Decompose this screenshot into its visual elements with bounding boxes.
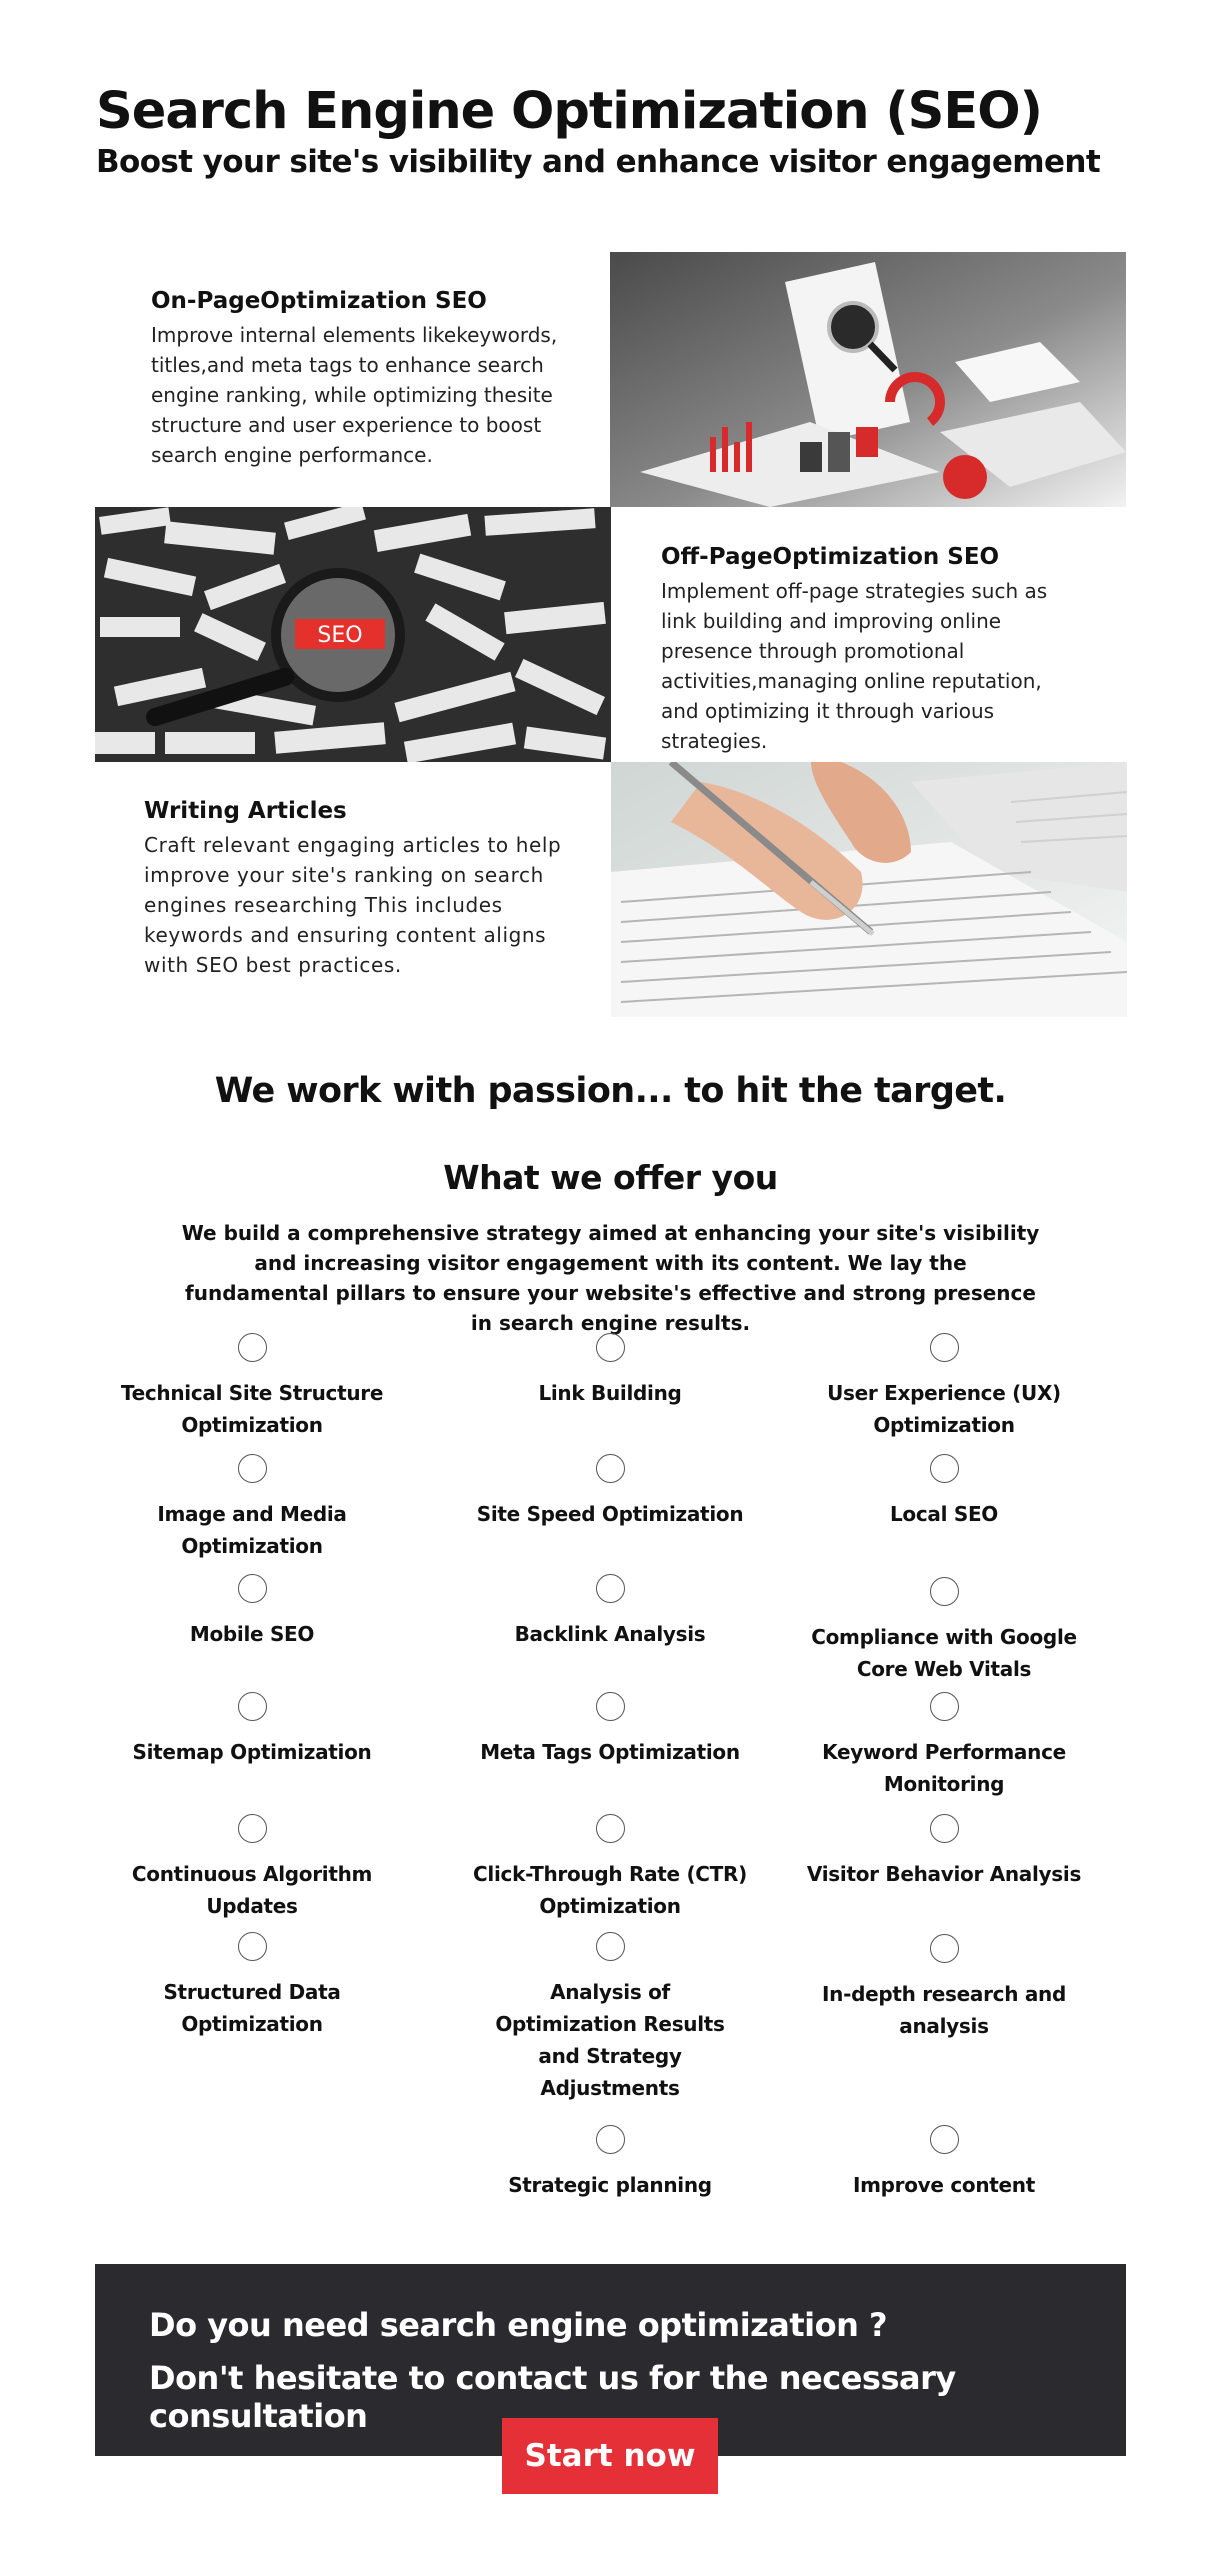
service-item: User Experience (UX) Optimization [784,1333,1104,1441]
feature-title: Writing Articles [144,798,347,824]
cta-message: Don't hesitate to contact us for the necessary consultation [149,2359,956,2435]
page-subtitle: Boost your site's visibility and enhance visitor engagement [96,144,1101,180]
service-item: Backlink Analysis [450,1574,770,1650]
circle-icon [238,1814,267,1843]
service-item: Keyword Performance Monitoring [784,1692,1104,1800]
circle-icon [596,1574,625,1603]
feature-description: Craft relevant engaging articles to help improve your site's ranking on search engines researching This includes keywords and ensuring content aligns with SEO best practices. [144,833,562,977]
circle-icon [930,1577,959,1606]
service-item: Visitor Behavior Analysis [784,1814,1104,1890]
circle-icon [238,1692,267,1721]
circle-icon [596,1454,625,1483]
service-item: Technical Site Structure Optimization [92,1333,412,1441]
service-item: Strategic planning [450,2125,770,2201]
circle-icon [596,1333,625,1362]
circle-icon [930,2125,959,2154]
seo-magnifying-glass-words-image [95,507,611,762]
circle-icon [596,1814,625,1843]
seo-analytics-cards-image [610,252,1126,507]
circle-icon [596,1932,625,1961]
tagline: We work with passion... to hit the target. [214,1071,1007,1111]
service-item: Site Speed Optimization [450,1454,770,1530]
circle-icon [930,1692,959,1721]
offer-intro: We build a comprehensive strategy aimed at enhancing your site's visibility and increasing visitor engagement with its content. We lay the fundamental pillars to ensure your website's effective and strong presence in search engine results. [181,1221,1040,1335]
circle-icon [238,1333,267,1362]
service-item: Analysis of Optimization Results and Strategy Adjustments [450,1932,770,2104]
circle-icon [930,1934,959,1963]
feature-description: Improve internal elements likekeywords, titles,and meta tags to enhance search engine ranking, while optimizing thesite structure and user experience to boost search engine performance. [151,323,558,467]
circle-icon [238,1454,267,1483]
service-item: Image and Media Optimization [92,1454,412,1562]
feature-title: Off-PageOptimization SEO [661,544,1000,570]
page-title: Search Engine Optimization (SEO) [96,82,1042,141]
start-now-button[interactable]: Start now [502,2418,718,2494]
service-item: Link Building [450,1333,770,1409]
circle-icon [930,1333,959,1362]
feature-offpage [661,544,1081,756]
service-item: Meta Tags Optimization [450,1692,770,1768]
seo-label: SEO [317,623,363,648]
service-item: Structured Data Optimization [92,1932,412,2040]
offer-title: What we offer you [443,1158,778,1197]
service-item: Sitemap Optimization [92,1692,412,1768]
feature-onpage [151,288,571,470]
service-item: Compliance with Google Core Web Vitals [784,1577,1104,1685]
service-item: Local SEO [784,1454,1104,1530]
circle-icon [238,1574,267,1603]
service-item: Click-Through Rate (CTR) Optimization [450,1814,770,1922]
service-item: In-depth research and analysis [784,1934,1104,2042]
feature-writing [144,798,564,980]
circle-icon [238,1932,267,1961]
hand-writing-with-pen-image [611,762,1127,1017]
service-item: Improve content [784,2125,1104,2201]
service-item: Continuous Algorithm Updates [92,1814,412,1922]
service-item: Mobile SEO [92,1574,412,1650]
feature-title: On-PageOptimization SEO [151,288,487,314]
cta-question: Do you need search engine optimization ? [149,2306,888,2344]
circle-icon [930,1454,959,1483]
circle-icon [596,2125,625,2154]
circle-icon [596,1692,625,1721]
feature-description: Implement off-page strategies such as link building and improving online presence through promotional activities,managing online reputation, and optimizing it through various strategies. [661,579,1048,753]
circle-icon [930,1814,959,1843]
